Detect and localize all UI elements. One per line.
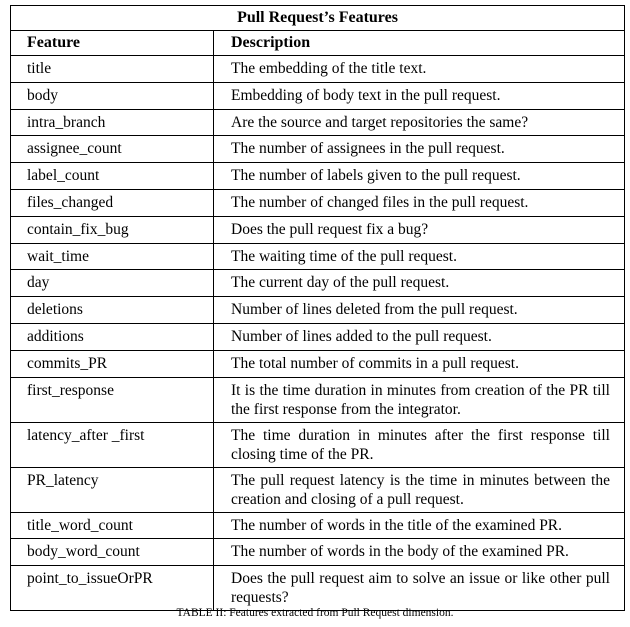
description-cell: The embedding of the title text. (214, 56, 625, 83)
table-row (11, 270, 625, 297)
table-row (11, 216, 625, 243)
description-cell: It is the time duration in minutes from creation of the PR till the first response from the integrator. (214, 377, 625, 422)
description-cell: Number of lines added to the pull request. (214, 323, 625, 350)
feature-cell: intra_branch (11, 109, 214, 136)
feature-cell: first_response (11, 377, 214, 422)
column-header-feature: Feature (11, 31, 214, 56)
feature-cell: contain_fix_bug (11, 216, 214, 243)
table-row (11, 467, 625, 512)
feature-cell: point_to_issueOrPR (11, 566, 214, 611)
description-cell: The waiting time of the pull request. (214, 243, 625, 270)
table-row (11, 566, 625, 611)
description-cell: Number of lines deleted from the pull request. (214, 297, 625, 324)
feature-cell: deletions (11, 297, 214, 324)
feature-cell: body (11, 82, 214, 109)
description-cell: The time duration in minutes after the first response till closing time of the PR. (214, 422, 625, 467)
table-row (11, 189, 625, 216)
description-cell: The number of assignees in the pull request. (214, 136, 625, 163)
description-cell: The pull request latency is the time in minutes between the creation and closing of a pull request. (214, 467, 625, 512)
feature-cell: PR_latency (11, 467, 214, 512)
table-row (11, 82, 625, 109)
description-cell: The number of labels given to the pull request. (214, 163, 625, 190)
feature-cell: commits_PR (11, 350, 214, 377)
description-cell: The number of changed files in the pull request. (214, 189, 625, 216)
description-cell: The number of words in the body of the examined PR. (214, 539, 625, 566)
feature-cell: latency_after _first (11, 422, 214, 467)
description-cell: The current day of the pull request. (214, 270, 625, 297)
description-cell: Are the source and target repositories the same? (214, 109, 625, 136)
feature-cell: files_changed (11, 189, 214, 216)
table-row (11, 350, 625, 377)
features-table (10, 5, 625, 611)
feature-cell: title (11, 56, 214, 83)
table-row (11, 323, 625, 350)
feature-cell: body_word_count (11, 539, 214, 566)
table-row (11, 297, 625, 324)
table-row (11, 163, 625, 190)
table-title: Pull Request’s Features (11, 6, 625, 31)
table-row (11, 539, 625, 566)
feature-cell: assignee_count (11, 136, 214, 163)
table-row (11, 512, 625, 539)
table-row (11, 422, 625, 467)
table-row (11, 377, 625, 422)
feature-cell: wait_time (11, 243, 214, 270)
feature-cell: label_count (11, 163, 214, 190)
table-body (11, 56, 625, 611)
feature-cell: title_word_count (11, 512, 214, 539)
feature-cell: day (11, 270, 214, 297)
description-cell: The total number of commits in a pull request. (214, 350, 625, 377)
description-cell: The number of words in the title of the examined PR. (214, 512, 625, 539)
table-caption: TABLE II: Features extracted from Pull Request dimension. (176, 607, 454, 619)
table-row (11, 243, 625, 270)
column-header-description: Description (214, 31, 625, 56)
table-container (10, 5, 624, 611)
feature-cell: additions (11, 323, 214, 350)
description-cell: Does the pull request fix a bug? (214, 216, 625, 243)
description-cell: Does the pull request aim to solve an issue or like other pull requests? (214, 566, 625, 611)
table-row (11, 136, 625, 163)
table-row (11, 56, 625, 83)
description-cell: Embedding of body text in the pull request. (214, 82, 625, 109)
table-row (11, 109, 625, 136)
